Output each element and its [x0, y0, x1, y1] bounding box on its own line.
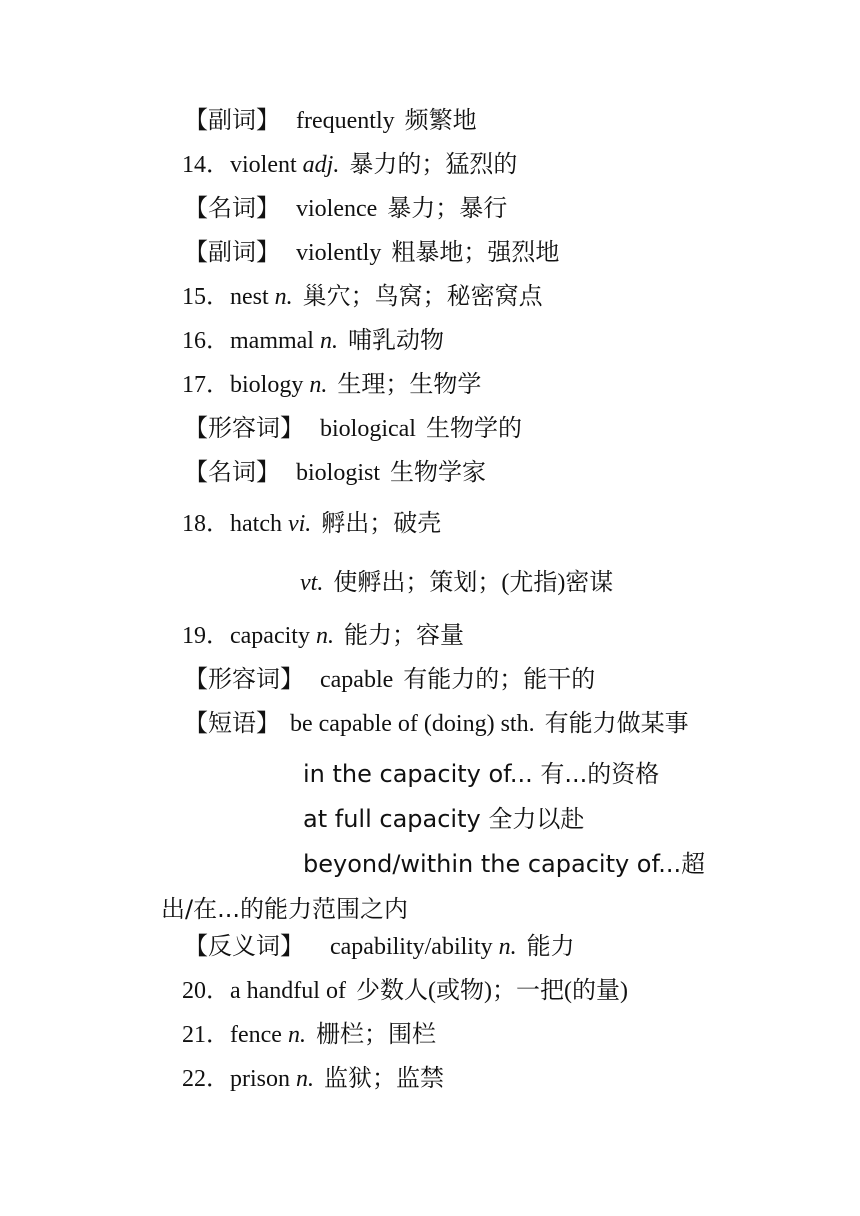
entry-word: a handful of: [230, 978, 346, 1004]
entry-meaning: 生理；生物学: [337, 372, 482, 398]
entry-word: capable: [320, 667, 394, 693]
phrase-at-full-capacity: at full capacity 全力以赴: [303, 805, 585, 833]
entry-word: prison: [230, 1066, 290, 1092]
entry-meaning: 频繁地: [404, 108, 477, 134]
entry-phrase-capable-of: [184, 709, 689, 739]
entry-19-capacity: [182, 621, 464, 651]
entry-tag: 【形容词】: [184, 667, 304, 693]
entry-adverb-violently: [184, 238, 559, 268]
entry-tag: 【名词】: [184, 196, 280, 222]
entry-number: 22．: [182, 1066, 230, 1092]
entry-meaning: 监狱；监禁: [324, 1066, 444, 1092]
entry-word: violence: [296, 196, 378, 222]
entry-number: 14．: [182, 152, 230, 178]
entry-18-hatch: [182, 509, 441, 539]
entry-number: 17．: [182, 372, 230, 398]
entry-pos: vi.: [287, 511, 312, 537]
entry-word: mammal: [230, 328, 314, 354]
phrase-beyond-within-capacity-continued: 出/在...的能力范围之内: [161, 895, 408, 923]
entry-number: 15．: [182, 284, 230, 310]
entry-meaning: 粗暴地；强烈地: [391, 240, 560, 266]
entry-word: violently: [296, 240, 382, 266]
entry-tag: 【副词】: [184, 108, 280, 134]
entry-tag: 【名词】: [184, 460, 280, 486]
phrase-in-the-capacity-of: in the capacity of... 有...的资格: [303, 760, 660, 788]
entry-adverb-frequently: [184, 106, 477, 136]
entry-16-mammal: [182, 326, 444, 356]
entry-noun-violence: [184, 194, 507, 224]
entry-meaning: 哺乳动物: [347, 328, 444, 354]
entry-pos: adj.: [302, 152, 340, 178]
entry-number: 20．: [182, 978, 230, 1004]
entry-pos: n.: [287, 1022, 306, 1048]
entry-meaning: 栅栏；围栏: [315, 1022, 436, 1048]
entry-adjective-capable: [184, 665, 595, 695]
entry-pos: n.: [274, 284, 293, 310]
entry-meaning: 使孵出；策划；(尤指)密谋: [333, 570, 614, 596]
entry-word: biology: [230, 372, 304, 398]
entry-18-hatch-vt: [300, 568, 613, 598]
entry-number: 19．: [182, 623, 230, 649]
entry-word: nest: [230, 284, 269, 310]
entry-meaning: 暴力；暴行: [387, 196, 508, 222]
entry-pos: n.: [309, 372, 328, 398]
entry-17-biology: [182, 370, 481, 400]
entry-number: 18．: [182, 511, 230, 537]
entry-word: capacity: [230, 623, 310, 649]
entry-tag: 【短语】: [184, 711, 280, 737]
entry-pos: n.: [315, 623, 334, 649]
entry-meaning: 暴力的；猛烈的: [349, 152, 518, 178]
entry-word: violent: [230, 152, 297, 178]
entry-meaning: 生物学家: [390, 460, 487, 486]
entry-word: be capable of (doing) sth.: [290, 711, 535, 737]
entry-meaning: 能力: [526, 934, 575, 960]
entry-tag: 【反义词】: [184, 934, 304, 960]
entry-word: fence: [230, 1022, 282, 1048]
entry-tag: 【形容词】: [184, 416, 304, 442]
entry-antonym-capability: [184, 932, 575, 962]
entry-20-a-handful-of: [182, 976, 628, 1006]
entry-word: biological: [320, 416, 416, 442]
entry-word: capability/ability: [330, 934, 493, 960]
entry-pos: n.: [296, 1066, 314, 1092]
entry-21-fence: [182, 1020, 436, 1050]
entry-meaning: 有能力的；能干的: [403, 667, 596, 693]
entry-15-nest: [182, 282, 543, 312]
entry-number: 21．: [182, 1022, 230, 1048]
entry-meaning: 生物学的: [425, 416, 522, 442]
entry-22-prison: [182, 1064, 444, 1094]
phrase-beyond-within-capacity: beyond/within the capacity of...超: [303, 850, 706, 878]
entry-word: hatch: [230, 511, 282, 537]
entry-14-violent: [182, 150, 517, 180]
entry-number: 16．: [182, 328, 230, 354]
entry-meaning: 孵出；破壳: [321, 511, 442, 537]
entry-pos: n.: [319, 328, 338, 354]
entry-meaning: 能力；容量: [343, 623, 464, 649]
entry-meaning: 巢穴；鸟窝；秘密窝点: [302, 284, 543, 310]
entry-pos: vt.: [300, 570, 324, 596]
entry-word: frequently: [296, 108, 395, 134]
entry-word: biologist: [296, 460, 381, 486]
entry-adjective-biological: [184, 414, 522, 444]
entry-meaning: 有能力做某事: [544, 711, 689, 737]
entry-tag: 【副词】: [184, 240, 280, 266]
entry-pos: n.: [498, 934, 517, 960]
entry-meaning: 少数人(或物)；一把(的量): [355, 978, 628, 1004]
entry-noun-biologist: [184, 458, 486, 488]
